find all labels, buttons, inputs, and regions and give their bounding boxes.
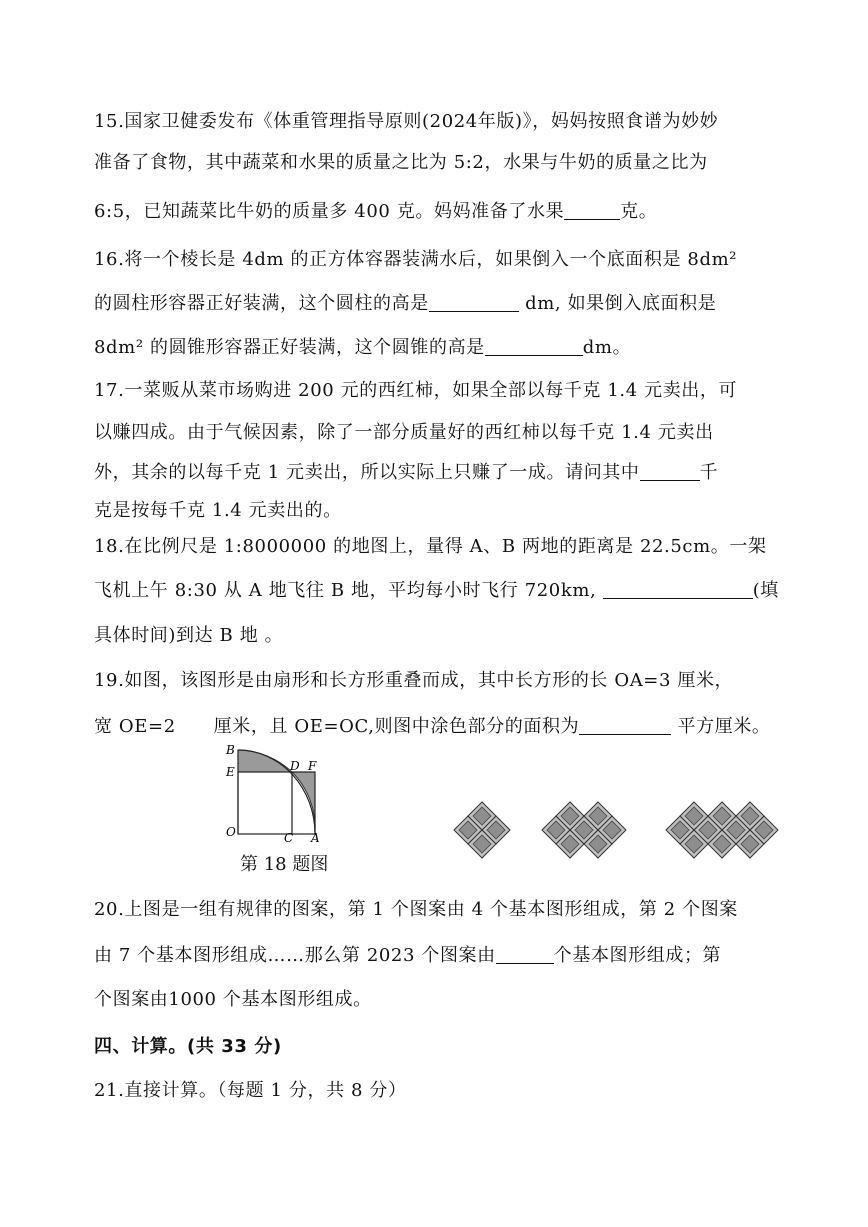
q17-line-1: 17.一菜贩从菜市场购进 200 元的西红柿，如果全部以每千克 1.4 元卖出，可 [94,380,738,401]
q19-answer-blank[interactable] [579,716,671,735]
q20-text-end: 个基本图形组成；第 [553,945,722,966]
q17-line-4: 克是按每千克 1.4 元卖出的。 [94,500,342,521]
pattern-2 [542,802,626,858]
q16-text-2: 8dm² 的圆锥形容器正好装满，这个圆锥的高是 [94,337,485,358]
q17-text-end: 千 [699,462,719,483]
q15-answer-blank[interactable] [564,201,620,220]
q19-line-1: 19.如图，该图形是由扇形和长方形重叠而成，其中长方形的长 OA=3 厘米， [94,670,734,691]
q16-cone-answer-blank[interactable] [485,337,583,356]
q17-answer-blank[interactable] [640,462,700,481]
q16-text-end: dm。 [582,337,632,358]
q15-text-end: 克。 [620,201,658,222]
q15-line-2: 准备了食物，其中蔬菜和水果的质量之比为 5:2，水果与牛奶的质量之比为 [94,152,708,173]
pattern-3 [666,802,778,858]
q20-line-2 [94,944,808,968]
q21-text: 21.直接计算。（每题 1 分，共 8 分） [94,1080,407,1101]
q20-line-1: 20.上图是一组有规律的图案，第 1 个图案由 4 个基本图形组成，第 2 个图案 [94,899,738,920]
label-E: E [226,765,235,779]
label-O: O [226,825,236,839]
q20-answer-blank[interactable] [496,945,554,964]
q18-answer-blank[interactable] [603,580,753,599]
label-F: F [308,759,317,773]
q15-text: 6:5，已知蔬菜比牛奶的质量多 400 克。妈妈准备了水果 [94,201,565,222]
q20-text: 由 7 个基本图形组成……那么第 2023 个图案由 [94,945,496,966]
q16-text-mid: dm, 如果倒入底面积是 [518,293,717,314]
figure-caption: 第 18 题图 [240,854,329,875]
pattern-1 [454,802,510,858]
sector-rectangle-figure [220,744,330,844]
q15-line-3 [94,200,808,224]
q16-line-3 [94,336,808,360]
section-4-title: 四、计算。(共 33 分) [94,1036,282,1057]
q16-line-1: 16.将一个棱长是 4dm 的正方体容器装满水后，如果倒入一个底面积是 8dm² [94,249,738,270]
q16-cylinder-answer-blank[interactable] [429,293,519,312]
label-A: A [311,831,320,844]
q16-line-2 [94,292,808,316]
q17-line-3 [94,461,808,485]
pattern-figures [440,790,810,870]
label-B: B [226,744,235,757]
q20-line-3: 个图案由1000 个基本图形组成。 [94,989,372,1010]
q18-line-3: 具体时间)到达 B 地 。 [94,625,284,646]
q16-text: 的圆柱形容器正好装满，这个圆柱的高是 [94,293,429,314]
q18-text-end: (填 [752,580,779,601]
q18-line-1: 18.在比例尺是 1:8000000 的地图上，量得 A、B 两地的距离是 22.5cm。一架 [94,536,767,557]
q19-text: 宽 OE=2 厘米，且 OE=OC,则图中涂色部分的面积为 [94,716,580,737]
q18-text: 飞机上午 8:30 从 A 地飞往 B 地，平均每小时飞行 720km, [94,580,603,601]
label-D: D [290,759,300,773]
q19-line-2 [94,715,808,739]
q17-text: 外，其余的以每千克 1 元卖出，所以实际上只赚了一成。请问其中 [94,462,640,483]
q17-line-2: 以赚四成。由于气候因素，除了一部分质量好的西红柿以每千克 1.4 元卖出 [94,422,714,443]
label-C: C [284,831,294,844]
q18-line-2 [94,579,808,603]
q15-line-1: 15.国家卫健委发布《体重管理指导原则(2024年版)》，妈妈按照食谱为妙妙 [94,111,719,132]
q19-text-end: 平方厘米。 [671,716,771,737]
